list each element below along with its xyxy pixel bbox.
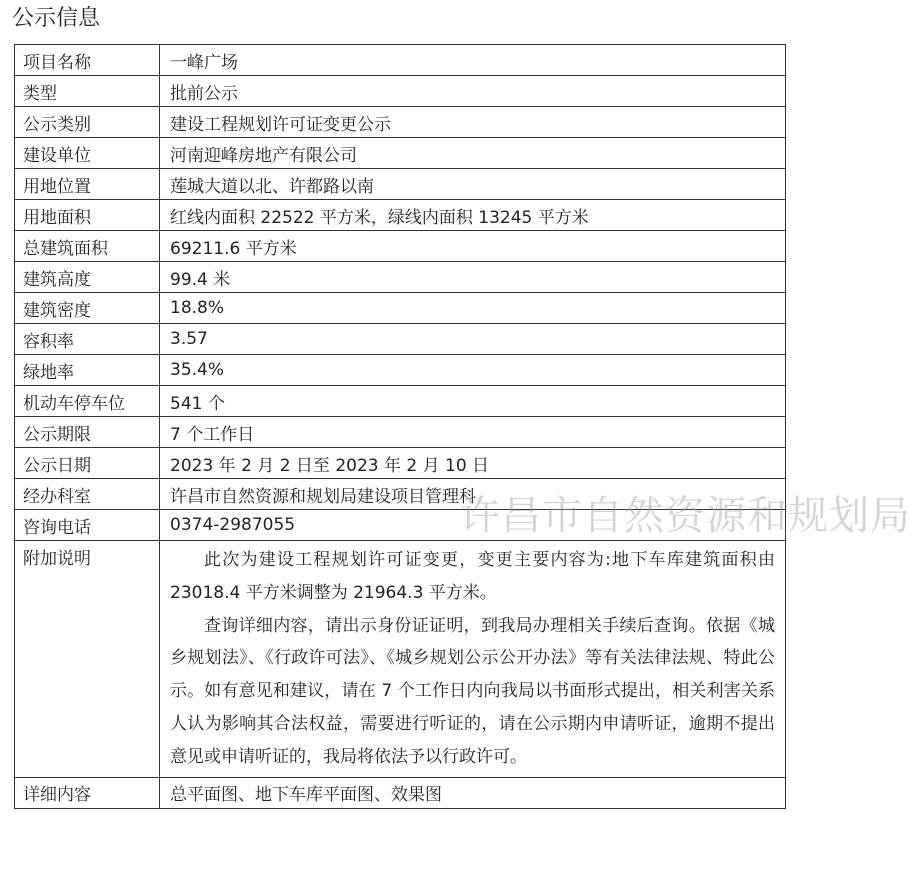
row-value-site-location: 莲城大道以北、许都路以南 (160, 169, 786, 200)
table-row (15, 386, 786, 417)
row-label-type: 类型 (15, 76, 160, 107)
row-label-handling-office: 经办科室 (15, 479, 160, 510)
table-row-details (15, 777, 786, 808)
row-value-type: 批前公示 (160, 76, 786, 107)
remarks-paragraph-2: 查询详细内容，请出示身份证证明，到我局办理相关手续后查询。依据《城乡规划法》、《行政许可法》、《城乡规划公示公开办法》等有关法律法规、特此公示。如有意见和建议，请在 7 个工作日内向我局以书面形式提出，相关利害关系人认为影响其合法权益，需要进行听证的，请在公示期内申请听证，逾期不提出意见或申请听证的，我局将依法予以行政许可。 (170, 615, 775, 767)
table-row (15, 417, 786, 448)
table-row (15, 324, 786, 355)
table-row (15, 107, 786, 138)
row-label-details: 详细内容 (15, 777, 160, 808)
table-row (15, 138, 786, 169)
row-label-building-density: 建筑密度 (15, 293, 160, 324)
row-value-site-area: 红线内面积 22522 平方米，绿线内面积 13245 平方米 (160, 200, 786, 231)
watermark-text: 许昌市自然资源和规划局 (460, 493, 911, 539)
row-label-parking-spaces: 机动车停车位 (15, 386, 160, 417)
row-value-parking-spaces: 541 个 (160, 386, 786, 417)
table-row (15, 293, 786, 324)
row-value-project-name: 一峰广场 (160, 45, 786, 76)
table-row (15, 169, 786, 200)
table-row (15, 262, 786, 293)
table-row (15, 510, 786, 541)
row-label-site-location: 用地位置 (15, 169, 160, 200)
table-row (15, 231, 786, 262)
row-label-total-floor-area: 总建筑面积 (15, 231, 160, 262)
row-value-plot-ratio: 3.57 (160, 324, 786, 355)
table-row (15, 448, 786, 479)
row-label-notice-date: 公示日期 (15, 448, 160, 479)
remarks-paragraph-1: 此次为建设工程规划许可证变更，变更主要内容为:地下车库建筑面积由 23018.4 平方米调整为 21964.3 平方米。 (170, 550, 775, 603)
table-row-remarks (15, 541, 786, 778)
row-value-notice-period: 7 个工作日 (160, 417, 786, 448)
row-value-notice-category: 建设工程规划许可证变更公示 (160, 107, 786, 138)
row-value-notice-date: 2023 年 2 月 2 日至 2023 年 2 月 10 日 (160, 448, 786, 479)
row-value-building-density: 18.8% (160, 293, 786, 324)
table-row (15, 355, 786, 386)
row-value-green-ratio: 35.4% (160, 355, 786, 386)
page-title: 公示信息 (12, 6, 101, 31)
row-label-building-height: 建筑高度 (15, 262, 160, 293)
row-label-notice-category: 公示类别 (15, 107, 160, 138)
row-label-green-ratio: 绿地率 (15, 355, 160, 386)
row-label-project-name: 项目名称 (15, 45, 160, 76)
row-label-remarks: 附加说明 (15, 541, 160, 778)
row-label-developer: 建设单位 (15, 138, 160, 169)
row-value-building-height: 99.4 米 (160, 262, 786, 293)
table-row (15, 200, 786, 231)
row-value-details: 总平面图、地下车库平面图、效果图 (160, 777, 786, 808)
row-label-notice-period: 公示期限 (15, 417, 160, 448)
table-row (15, 45, 786, 76)
row-label-contact-phone: 咨询电话 (15, 510, 160, 541)
row-label-plot-ratio: 容积率 (15, 324, 160, 355)
table-row (15, 479, 786, 510)
info-table (14, 44, 786, 809)
row-value-total-floor-area: 69211.6 平方米 (160, 231, 786, 262)
row-value-handling-office: 许昌市自然资源和规划局建设项目管理科 (160, 479, 786, 510)
row-value-contact-phone: 0374-2987055 (160, 510, 786, 541)
row-value-developer: 河南迎峰房地产有限公司 (160, 138, 786, 169)
row-label-site-area: 用地面积 (15, 200, 160, 231)
row-value-remarks (160, 541, 786, 778)
table-row (15, 76, 786, 107)
